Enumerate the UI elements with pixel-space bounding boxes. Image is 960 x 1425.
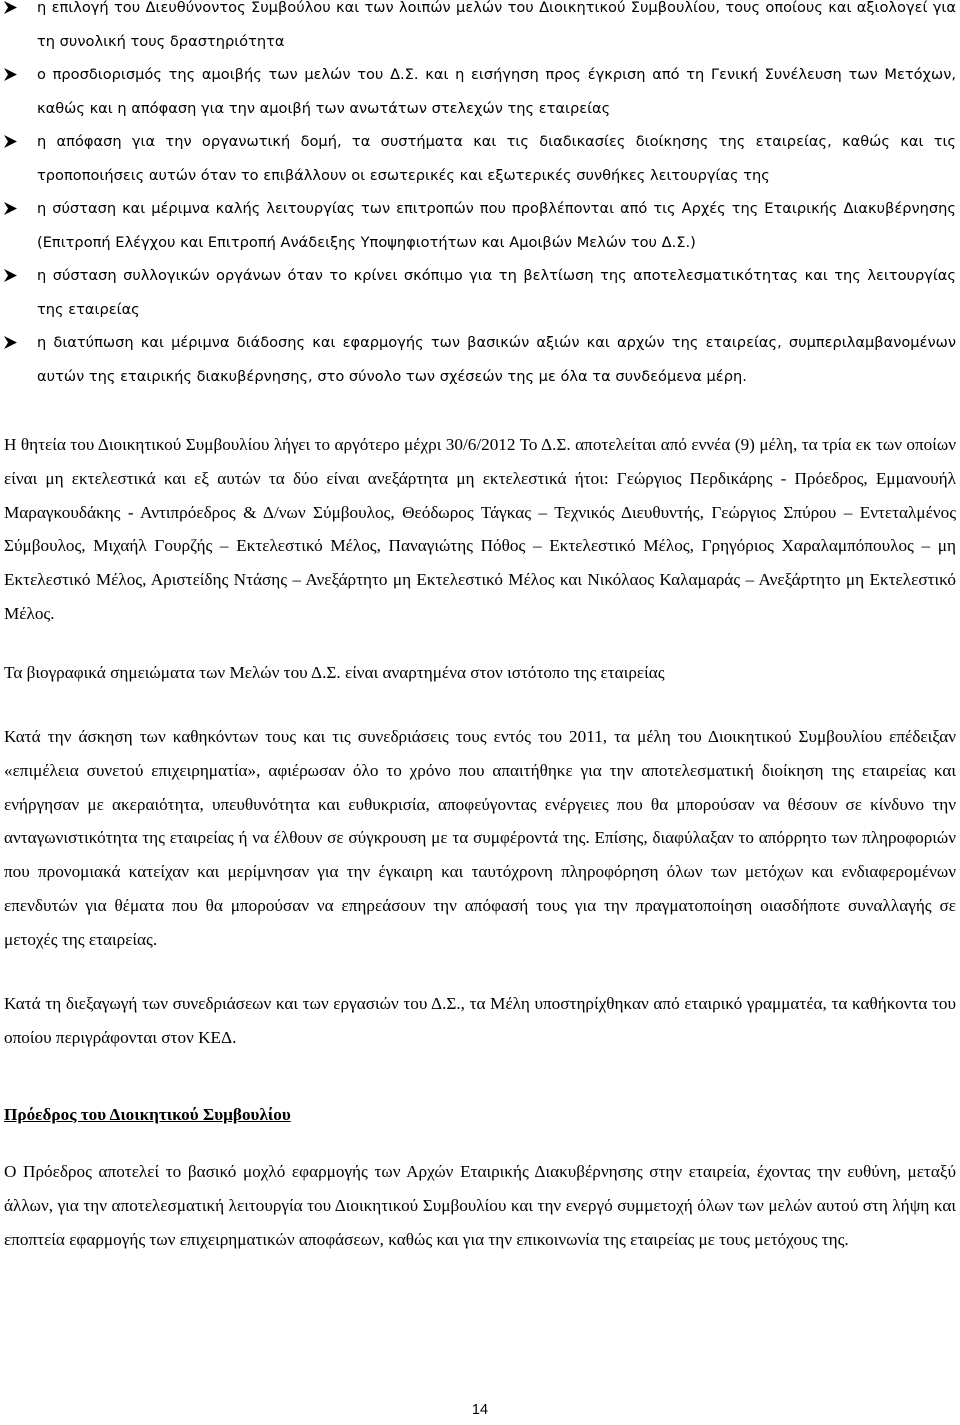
list-item xyxy=(0,125,960,192)
biographies-paragraph: Τα βιογραφικά σημειώματα των Μελών του Δ.Σ. είναι αναρτημένα στον ιστότοπο της εταιρείας xyxy=(4,663,665,682)
arrowhead-bullet-icon xyxy=(4,326,18,360)
list-item xyxy=(0,192,960,259)
arrowhead-bullet-icon xyxy=(4,259,18,293)
list-item-text: η απόφαση για την οργανωτική δομή, τα συστήματα και τις διαδικασίες διοίκησης της εταιρείας, καθώς και τις τροποποιήσεις αυτών όταν το επιβάλλουν οι εσωτερικές και εξωτερικές συνθήκες λειτουργίας της xyxy=(37,133,956,184)
arrowhead-bullet-icon xyxy=(4,192,18,226)
list-item-text: η σύσταση και μέριμνα καλής λειτουργίας των επιτροπών που προβλέπονται από τις Αρχές της Εταιρικής Διακυβέρνησης (Επιτροπή Ελέγχου και Επιτροπή Ανάδειξης Υποψηφιοτήτων και Αμοιβών Μελών του Δ.Σ.) xyxy=(37,200,956,251)
list-item xyxy=(0,58,960,125)
duties-paragraph: Κατά την άσκηση των καθηκόντων τους και τις συνεδριάσεις τους εντός του 2011, τα μέλη του Διοικητικού Συμβουλίου επέδειξαν «επιμέλεια συνετού επιχειρηματία», αφιέρωσαν όλο το χρόνο που απαιτήθηκε για την αποτελεσματική διοίκηση της εταιρείας και ενήργησαν με ακεραιότητα, υπευθυνότητα και ευθυκρισία, αποφεύγοντας ενέργειες που θα μπορούσαν να θέσουν σε κίνδυνο την ανταγωνιστικότητα της εταιρείας ή να έλθουν σε σύγκρουση με τα συμφέροντά της. Επίσης, διαφύλαξαν το απόρρητο των πληροφοριών που προνομιακά κατείχαν και μερίμνησαν για την έγκαιρη και ταυτόχρονη πληροφόρηση όλων των μετόχων και ενδιαφερομένων επενδυτών για θέματα που θα μπορούσαν να επηρεάσουν την απόφασή τους για την πραγματοποίηση οιασδήποτε συναλλαγής σε μετοχές της εταιρείας. xyxy=(4,727,956,949)
list-item-text: η επιλογή του Διευθύνοντος Συμβούλου και των λοιπών μελών του Διοικητικού Συμβουλίου, τους οποίους και αξιολογεί για τη συνολική τους δραστηριότητα xyxy=(37,0,956,50)
page-number: 14 xyxy=(471,1402,489,1418)
meetings-paragraph: Κατά τη διεξαγωγή των συνεδριάσεων και των εργασιών του Δ.Σ., τα Μέλη υποστηρίχθηκαν από εταιρικό γραμματέα, τα καθήκοντα του οποίου περιγράφονται στον ΚΕΔ. xyxy=(4,994,956,1047)
arrowhead-bullet-icon xyxy=(4,0,18,25)
list-item-text: η σύσταση συλλογικών οργάνων όταν το κρίνει σκόπιμο για τη βελτίωση της αποτελεσματικότητας και της λειτουργίας της εταιρείας xyxy=(37,267,956,318)
board-term-paragraph: Η θητεία του Διοικητικού Συμβουλίου λήγει το αργότερο μέχρι 30/6/2012 Το Δ.Σ. αποτελείται από εννέα (9) μέλη, τα τρία εκ των οποίων είναι μη εκτελεστικά και εξ αυτών τα δύο είναι ανεξάρτητα μη εκτελεστικά ήτοι: Γεώργιος Περδικάρης - Πρόεδρος, Εμμανουήλ Μαραγκουδάκης - Αντιπρόεδρος & Δ/νων Σύμβουλος, Θεόδωρος Τάγκας – Τεχνικός Διευθυντής, Γεώργιος Σπύρου – Εντεταλμένος Σύμβουλος, Μιχαήλ Γουρζής – Εκτελεστικό Μέλος, Παναγιώτης Πόθος – Εκτελεστικό Μέλος, Γρηγόριος Χαραλαμπόπουλος – μη Εκτελεστικό Μέλος, Αριστείδης Ντάσης – Ανεξάρτητο μη Εκτελεστικό Μέλος και Νικόλαος Καλαμαράς – Ανεξάρτητο μη Εκτελεστικό Μέλος. xyxy=(4,435,956,623)
arrowhead-bullet-icon xyxy=(4,125,18,159)
responsibilities-list xyxy=(0,0,960,393)
list-item xyxy=(0,0,960,58)
list-item xyxy=(0,259,960,326)
chair-paragraph: Ο Πρόεδρος αποτελεί το βασικό μοχλό εφαρμογής των Αρχών Εταιρικής Διακυβέρνησης στην εταιρεία, έχοντας την ευθύνη, μεταξύ άλλων, για την αποτελεσματική λειτουργία του Διοικητικού Συμβουλίου και την ενεργό συμμετοχή όλων των μελών αυτού στη λήψη και εποπτεία εφαρμογής των επιχειρηματικών αποφάσεων, καθώς και για την επικοινωνία της εταιρείας με τους μετόχους της. xyxy=(4,1162,956,1249)
arrowhead-bullet-icon xyxy=(4,58,18,92)
section-heading: Πρόεδρος του Διοικητικού Συμβουλίου xyxy=(4,1105,291,1124)
list-item-text: ο προσδιορισμός της αμοιβής των μελών του Δ.Σ. και η εισήγηση προς έγκριση από τη Γενική Συνέλευση των Μετόχων, καθώς και η απόφαση για την αμοιβή των ανωτάτων στελεχών της εταιρείας xyxy=(37,66,956,117)
list-item xyxy=(0,326,960,393)
list-item-text: η διατύπωση και μέριμνα διάδοσης και εφαρμογής των βασικών αξιών και αρχών της εταιρείας, συμπεριλαμβανομένων αυτών της εταιρικής διακυβέρνησης, στο σύνολο των σχέσεών της με όλα τα συνδεόμενα μέρη. xyxy=(37,334,956,385)
